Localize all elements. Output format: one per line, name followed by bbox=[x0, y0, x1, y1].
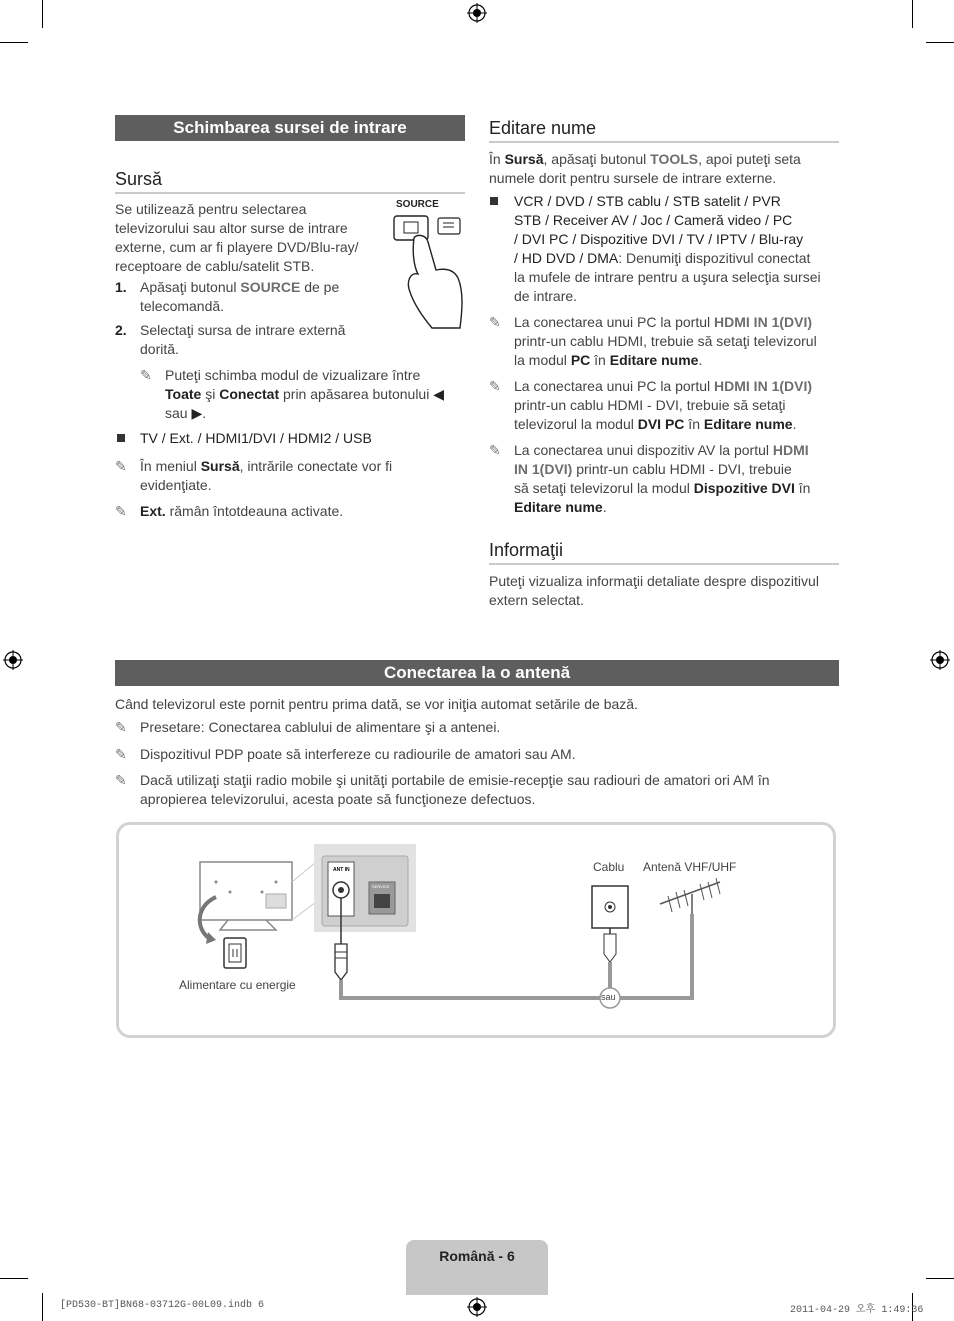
note-radio bbox=[115, 771, 839, 809]
note-ext bbox=[115, 502, 445, 521]
device-list-desc: la mufele de intrare pentru a uşura selecţia sursei bbox=[514, 269, 821, 285]
note-pencil-icon: ✎ bbox=[115, 458, 127, 474]
edit-name-intro bbox=[489, 150, 839, 188]
intro-text: , apoi puteţi seta bbox=[698, 151, 801, 167]
intro-line: receptoare de cablu/satelit STB. bbox=[115, 258, 315, 274]
cable-label: Cablu bbox=[593, 860, 625, 874]
note-text: rămân întotdeauna activate. bbox=[165, 503, 344, 519]
intro-bold: Sursă bbox=[504, 151, 544, 167]
intro-line: Se utilizează pentru selectarea bbox=[115, 201, 307, 217]
step-number: 2. bbox=[115, 322, 127, 338]
step-source-keyword: SOURCE bbox=[240, 279, 301, 295]
power-socket-icon bbox=[224, 938, 246, 968]
port-keyword: HDMI IN 1(DVI) bbox=[714, 314, 813, 330]
note-text: să setaţi televizorul la modul bbox=[514, 480, 694, 496]
crop-mark bbox=[0, 42, 28, 43]
note-pencil-icon: ✎ bbox=[140, 367, 152, 383]
note-text: Presetare: Conectarea cablului de alimentare şi a antenei. bbox=[140, 719, 501, 735]
note-text: La conectarea unui dispozitiv AV la portul bbox=[514, 442, 773, 458]
print-date-info: 2011-04-29 오후 1:49:36 bbox=[790, 1305, 924, 1316]
device-list-line: / DVI PC / Dispozitive DVI / TV / IPTV / Blu-ray bbox=[514, 231, 804, 247]
note-bold: Ext. bbox=[140, 503, 166, 519]
source-button-label: SOURCE bbox=[396, 199, 439, 210]
note-text: În meniul bbox=[140, 458, 201, 474]
note-bold: DVI PC bbox=[637, 416, 685, 432]
service-label: SERVICE bbox=[372, 884, 390, 889]
note-highlighted bbox=[115, 457, 445, 495]
note-pencil-icon: ✎ bbox=[115, 719, 127, 735]
note-pc-hdmi bbox=[489, 313, 839, 370]
step-2 bbox=[115, 321, 375, 359]
step-number: 1. bbox=[115, 279, 127, 295]
vhf-uhf-antenna-icon bbox=[660, 878, 720, 914]
device-list bbox=[514, 192, 839, 306]
note-text: Dacă utilizaţi staţii radio mobile şi unităţi portabile de emisie-recepţie sau radiouri de amatori ori AM în bbox=[140, 772, 770, 788]
note-text: în bbox=[684, 416, 704, 432]
note-pdp bbox=[115, 745, 839, 764]
note-text: sau bbox=[165, 405, 192, 421]
note-bold: Editare nume bbox=[609, 352, 699, 368]
or-label: sau bbox=[601, 992, 616, 1002]
info-line: Puteţi vizualiza informaţii detaliate despre dispozitivul bbox=[489, 573, 819, 589]
note-preset bbox=[115, 718, 839, 737]
intro-text: numele dorit pentru sursele de intrare externe. bbox=[489, 170, 777, 186]
step-text: telecomandă. bbox=[140, 298, 225, 314]
crop-mark bbox=[0, 1278, 28, 1279]
note-view-mode: ✎ Puteţi schimba modul de vizualizare între Toate şi Conectat prin apăsarea butonului ◀ sau ▶. bbox=[140, 367, 444, 421]
note-text: , intrările conectate vor fi bbox=[239, 458, 393, 474]
note-bold: Dispozitive DVI bbox=[693, 480, 795, 496]
information-text bbox=[489, 572, 839, 610]
note-pencil-icon: ✎ bbox=[115, 772, 127, 788]
step-1 bbox=[115, 278, 375, 316]
registration-mark-icon bbox=[467, 1297, 487, 1317]
print-file-info: [PD530-BT]BN68-03712G-00L09.indb 6 bbox=[60, 1300, 265, 1311]
intro-line: externe, cum ar fi playere DVD/Blu-ray/ bbox=[115, 239, 359, 255]
note-text: printr-un cablu HDMI, trebuie să setaţi televizorul bbox=[514, 333, 817, 349]
note-text: . bbox=[698, 352, 703, 368]
arrow-right-icon: ▶ bbox=[191, 405, 203, 421]
note-av-dvi bbox=[489, 441, 839, 517]
arrow-left-icon: ◀ bbox=[433, 386, 444, 402]
crop-mark bbox=[926, 42, 954, 43]
crop-mark bbox=[42, 0, 43, 28]
port-keyword: HDMI bbox=[772, 442, 809, 458]
note-text: Dispozitivul PDP poate să interfereze cu radiourile de amatori sau AM. bbox=[140, 746, 576, 762]
heading-information: Informaţii bbox=[489, 539, 839, 565]
device-list-line: / HD DVD / DMA bbox=[514, 250, 619, 266]
registration-mark-icon bbox=[3, 650, 23, 670]
note-text: Puteţi schimba modul de vizualizare între bbox=[165, 367, 421, 383]
registration-mark-icon bbox=[930, 650, 950, 670]
note-text: în bbox=[794, 480, 811, 496]
note-bold: Sursă bbox=[200, 458, 240, 474]
step-text: dorită. bbox=[140, 341, 179, 357]
intro-line: televizorului sau altor surse de intrare bbox=[115, 220, 348, 236]
antenna-intro: Când televizorul este pornit pentru prima dată, se vor iniţia automat setările de bază. bbox=[115, 696, 638, 712]
note-text: evidenţiate. bbox=[140, 477, 212, 493]
step-text: de pe bbox=[300, 279, 340, 295]
note-text: la modul bbox=[514, 352, 571, 368]
section-title-input-source: Schimbarea sursei de intrare bbox=[115, 115, 465, 141]
note-bold: Conectat bbox=[219, 386, 280, 402]
crop-mark bbox=[912, 0, 913, 28]
intro-text: , apăsaţi butonul bbox=[543, 151, 651, 167]
crop-mark bbox=[926, 1278, 954, 1279]
connection-illustration bbox=[116, 822, 836, 1038]
note-bold: Toate bbox=[165, 386, 202, 402]
remote-hand-icon bbox=[392, 212, 464, 332]
device-list-line: VCR / DVD / STB cablu / STB satelit / PVR bbox=[514, 193, 781, 209]
step-text: Selectaţi sursa de intrare externă bbox=[140, 322, 346, 338]
device-list-desc: de intrare. bbox=[514, 288, 578, 304]
note-pencil-icon: ✎ bbox=[115, 746, 127, 762]
heading-source: Sursă bbox=[115, 168, 465, 194]
note-pencil-icon: ✎ bbox=[489, 314, 501, 330]
crop-mark bbox=[42, 1293, 43, 1321]
step-text: Apăsaţi butonul bbox=[140, 279, 241, 295]
note-text: printr-un cablu HDMI - DVI, trebuie să setaţi bbox=[514, 397, 786, 413]
vhf-uhf-label: Antenă VHF/UHF bbox=[643, 860, 737, 874]
tv-back-icon bbox=[200, 862, 316, 930]
tools-keyword: TOOLS bbox=[650, 151, 699, 167]
source-intro bbox=[115, 200, 385, 276]
cable-wall-socket-icon bbox=[592, 886, 628, 928]
note-text: . bbox=[602, 499, 607, 515]
info-line: extern selectat. bbox=[489, 592, 584, 608]
note-pencil-icon: ✎ bbox=[115, 503, 127, 519]
note-pencil-icon: ✎ bbox=[489, 442, 501, 458]
heading-edit-name: Editare nume bbox=[489, 117, 839, 143]
note-bold: PC bbox=[570, 352, 591, 368]
note-bold: Editare nume bbox=[703, 416, 793, 432]
section-title-antenna: Conectarea la o antenă bbox=[115, 660, 839, 686]
note-text: . bbox=[792, 416, 797, 432]
bullet-square-icon bbox=[117, 434, 125, 442]
note-text: printr-un cablu HDMI - DVI, trebuie bbox=[572, 461, 792, 477]
note-text: şi bbox=[201, 386, 220, 402]
device-list-line: STB / Receiver AV / Joc / Cameră video / PC bbox=[514, 212, 793, 228]
ant-in-label: ANT IN bbox=[333, 867, 350, 873]
port-keyword: IN 1(DVI) bbox=[514, 461, 573, 477]
bullet-square-icon bbox=[490, 197, 498, 205]
intro-text: În bbox=[489, 151, 505, 167]
source-list: TV / Ext. / HDMI1/DVI / HDMI2 / USB bbox=[140, 430, 372, 446]
device-list-desc: : Denumiţi dispozitivul conectat bbox=[618, 250, 811, 266]
registration-mark-icon bbox=[467, 3, 487, 23]
note-text: La conectarea unui PC la portul bbox=[514, 314, 715, 330]
power-label: Alimentare cu energie bbox=[179, 978, 296, 992]
note-text: La conectarea unui PC la portul bbox=[514, 378, 715, 394]
note-bold: Editare nume bbox=[514, 499, 603, 515]
note-text: în bbox=[590, 352, 610, 368]
note-text: prin apăsarea butonului bbox=[279, 386, 434, 402]
note-text: apropierea televizorului, acesta poate să funcţioneze defectuos. bbox=[140, 791, 536, 807]
note-pc-dvi bbox=[489, 377, 839, 434]
port-keyword: HDMI IN 1(DVI) bbox=[714, 378, 813, 394]
note-text: televizorul la modul bbox=[514, 416, 638, 432]
note-pencil-icon: ✎ bbox=[489, 378, 501, 394]
page-number-tab: Română - 6 bbox=[406, 1240, 548, 1295]
